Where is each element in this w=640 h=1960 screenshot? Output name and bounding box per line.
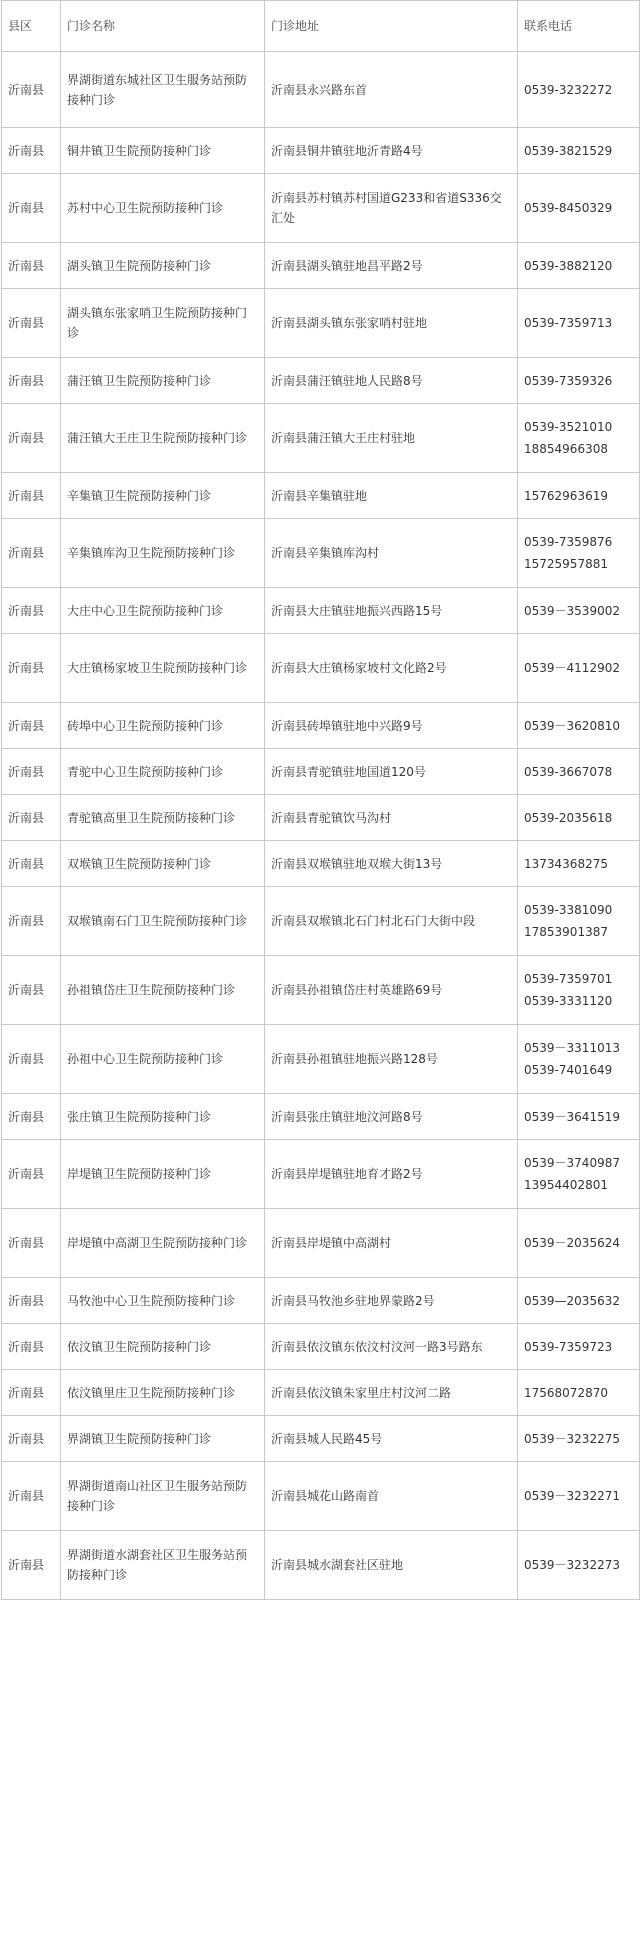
phone-cell: 0539-8450329 bbox=[518, 174, 640, 243]
county-cell: 沂南县 bbox=[2, 956, 61, 1025]
table-row bbox=[2, 841, 640, 887]
address-cell: 沂南县砖埠镇驻地中兴路9号 bbox=[265, 703, 518, 749]
table-row bbox=[2, 519, 640, 588]
county-cell: 沂南县 bbox=[2, 841, 61, 887]
clinic-name-cell: 界湖街道东城社区卫生服务站预防接种门诊 bbox=[61, 52, 265, 128]
table-row bbox=[2, 1462, 640, 1531]
phone-cell: 0539-2035618 bbox=[518, 795, 640, 841]
clinic-name-cell: 辛集镇卫生院预防接种门诊 bbox=[61, 473, 265, 519]
phone-cell: 0539－3232275 bbox=[518, 1416, 640, 1462]
address-cell: 沂南县蒲汪镇大王庄村驻地 bbox=[265, 404, 518, 473]
county-cell: 沂南县 bbox=[2, 1278, 61, 1324]
phone-cell: 0539－3311013 0539-7401649 bbox=[518, 1025, 640, 1094]
address-cell: 沂南县大庄镇杨家坡村文化路2号 bbox=[265, 634, 518, 703]
clinic-name-cell: 岸堤镇卫生院预防接种门诊 bbox=[61, 1140, 265, 1209]
address-cell: 沂南县苏村镇苏村国道G233和省道S336交汇处 bbox=[265, 174, 518, 243]
address-cell: 沂南县辛集镇库沟村 bbox=[265, 519, 518, 588]
county-cell: 沂南县 bbox=[2, 289, 61, 358]
table-row bbox=[2, 795, 640, 841]
county-cell: 沂南县 bbox=[2, 519, 61, 588]
phone-cell: 0539-3882120 bbox=[518, 243, 640, 289]
clinic-name-cell: 界湖街道南山社区卫生服务站预防接种门诊 bbox=[61, 1462, 265, 1531]
address-cell: 沂南县城人民路45号 bbox=[265, 1416, 518, 1462]
county-cell: 沂南县 bbox=[2, 243, 61, 289]
table-row bbox=[2, 1531, 640, 1600]
clinic-name-cell: 界湖镇卫生院预防接种门诊 bbox=[61, 1416, 265, 1462]
county-cell: 沂南县 bbox=[2, 1140, 61, 1209]
clinic-name-cell: 青驼镇高里卫生院预防接种门诊 bbox=[61, 795, 265, 841]
phone-cell: 0539－3620810 bbox=[518, 703, 640, 749]
address-cell: 沂南县青驼镇驻地国道120号 bbox=[265, 749, 518, 795]
table-row bbox=[2, 1025, 640, 1094]
phone-cell: 0539－3232273 bbox=[518, 1531, 640, 1600]
phone-cell: 17568072870 bbox=[518, 1370, 640, 1416]
county-cell: 沂南县 bbox=[2, 887, 61, 956]
table-row bbox=[2, 1140, 640, 1209]
phone-cell: 0539-3232272 bbox=[518, 52, 640, 128]
table-row bbox=[2, 1324, 640, 1370]
county-cell: 沂南县 bbox=[2, 703, 61, 749]
county-cell: 沂南县 bbox=[2, 174, 61, 243]
address-cell: 沂南县双堠镇北石门村北石门大街中段 bbox=[265, 887, 518, 956]
county-cell: 沂南县 bbox=[2, 1416, 61, 1462]
phone-cell: 0539—2035632 bbox=[518, 1278, 640, 1324]
phone-cell: 0539－3232271 bbox=[518, 1462, 640, 1531]
phone-cell: 15762963619 bbox=[518, 473, 640, 519]
header-address: 门诊地址 bbox=[265, 1, 518, 52]
table-row bbox=[2, 243, 640, 289]
table-row bbox=[2, 473, 640, 519]
phone-cell: 0539－3740987 13954402801 bbox=[518, 1140, 640, 1209]
county-cell: 沂南县 bbox=[2, 1025, 61, 1094]
phone-cell: 0539-7359701 0539-3331120 bbox=[518, 956, 640, 1025]
address-cell: 沂南县城水湖套社区驻地 bbox=[265, 1531, 518, 1600]
clinic-name-cell: 孙祖镇岱庄卫生院预防接种门诊 bbox=[61, 956, 265, 1025]
address-cell: 沂南县岸堤镇驻地育才路2号 bbox=[265, 1140, 518, 1209]
address-cell: 沂南县湖头镇东张家哨村驻地 bbox=[265, 289, 518, 358]
county-cell: 沂南县 bbox=[2, 749, 61, 795]
county-cell: 沂南县 bbox=[2, 473, 61, 519]
table-row bbox=[2, 404, 640, 473]
county-cell: 沂南县 bbox=[2, 1209, 61, 1278]
address-cell: 沂南县双堠镇驻地双堠大街13号 bbox=[265, 841, 518, 887]
county-cell: 沂南县 bbox=[2, 634, 61, 703]
address-cell: 沂南县城花山路南首 bbox=[265, 1462, 518, 1531]
clinic-name-cell: 依汶镇卫生院预防接种门诊 bbox=[61, 1324, 265, 1370]
phone-cell: 0539－2035624 bbox=[518, 1209, 640, 1278]
address-cell: 沂南县辛集镇驻地 bbox=[265, 473, 518, 519]
county-cell: 沂南县 bbox=[2, 588, 61, 634]
table-row bbox=[2, 52, 640, 128]
county-cell: 沂南县 bbox=[2, 1531, 61, 1600]
address-cell: 沂南县孙祖镇岱庄村英雄路69号 bbox=[265, 956, 518, 1025]
phone-cell: 0539-7359723 bbox=[518, 1324, 640, 1370]
address-cell: 沂南县岸堤镇中高湖村 bbox=[265, 1209, 518, 1278]
county-cell: 沂南县 bbox=[2, 1462, 61, 1531]
address-cell: 沂南县蒲汪镇驻地人民路8号 bbox=[265, 358, 518, 404]
address-cell: 沂南县张庄镇驻地汶河路8号 bbox=[265, 1094, 518, 1140]
clinic-name-cell: 依汶镇里庄卫生院预防接种门诊 bbox=[61, 1370, 265, 1416]
county-cell: 沂南县 bbox=[2, 52, 61, 128]
table-row bbox=[2, 1209, 640, 1278]
address-cell: 沂南县青驼镇饮马沟村 bbox=[265, 795, 518, 841]
clinic-name-cell: 砖埠中心卫生院预防接种门诊 bbox=[61, 703, 265, 749]
table-row bbox=[2, 1278, 640, 1324]
phone-cell: 0539-7359876 15725957881 bbox=[518, 519, 640, 588]
clinic-name-cell: 苏村中心卫生院预防接种门诊 bbox=[61, 174, 265, 243]
table-row bbox=[2, 887, 640, 956]
address-cell: 沂南县大庄镇驻地振兴西路15号 bbox=[265, 588, 518, 634]
county-cell: 沂南县 bbox=[2, 1370, 61, 1416]
table-row bbox=[2, 634, 640, 703]
clinic-name-cell: 界湖街道水湖套社区卫生服务站预防接种门诊 bbox=[61, 1531, 265, 1600]
clinic-name-cell: 蒲汪镇大王庄卫生院预防接种门诊 bbox=[61, 404, 265, 473]
address-cell: 沂南县依汶镇朱家里庄村汶河二路 bbox=[265, 1370, 518, 1416]
address-cell: 沂南县孙祖镇驻地振兴路128号 bbox=[265, 1025, 518, 1094]
clinic-name-cell: 辛集镇库沟卫生院预防接种门诊 bbox=[61, 519, 265, 588]
table-row bbox=[2, 588, 640, 634]
table-row bbox=[2, 358, 640, 404]
clinic-name-cell: 张庄镇卫生院预防接种门诊 bbox=[61, 1094, 265, 1140]
phone-cell: 13734368275 bbox=[518, 841, 640, 887]
phone-cell: 0539-3521010 18854966308 bbox=[518, 404, 640, 473]
clinic-name-cell: 湖头镇东张家哨卫生院预防接种门诊 bbox=[61, 289, 265, 358]
table-row bbox=[2, 128, 640, 174]
county-cell: 沂南县 bbox=[2, 1094, 61, 1140]
address-cell: 沂南县马牧池乡驻地界蒙路2号 bbox=[265, 1278, 518, 1324]
clinic-name-cell: 双堠镇卫生院预防接种门诊 bbox=[61, 841, 265, 887]
county-cell: 沂南县 bbox=[2, 1324, 61, 1370]
clinic-name-cell: 双堠镇南石门卫生院预防接种门诊 bbox=[61, 887, 265, 956]
header-clinic-name: 门诊名称 bbox=[61, 1, 265, 52]
table-row bbox=[2, 703, 640, 749]
address-cell: 沂南县铜井镇驻地沂青路4号 bbox=[265, 128, 518, 174]
phone-cell: 0539-3821529 bbox=[518, 128, 640, 174]
clinic-name-cell: 马牧池中心卫生院预防接种门诊 bbox=[61, 1278, 265, 1324]
table-row bbox=[2, 289, 640, 358]
clinic-name-cell: 铜井镇卫生院预防接种门诊 bbox=[61, 128, 265, 174]
clinic-table bbox=[1, 0, 640, 1600]
county-cell: 沂南县 bbox=[2, 358, 61, 404]
clinic-name-cell: 大庄中心卫生院预防接种门诊 bbox=[61, 588, 265, 634]
table-header-row bbox=[2, 1, 640, 52]
header-phone: 联系电话 bbox=[518, 1, 640, 52]
phone-cell: 0539-7359713 bbox=[518, 289, 640, 358]
address-cell: 沂南县依汶镇东依汶村汶河一路3号路东 bbox=[265, 1324, 518, 1370]
clinic-name-cell: 青驼中心卫生院预防接种门诊 bbox=[61, 749, 265, 795]
address-cell: 沂南县湖头镇驻地昌平路2号 bbox=[265, 243, 518, 289]
table-row bbox=[2, 174, 640, 243]
header-county: 县区 bbox=[2, 1, 61, 52]
table-row bbox=[2, 1094, 640, 1140]
county-cell: 沂南县 bbox=[2, 128, 61, 174]
county-cell: 沂南县 bbox=[2, 795, 61, 841]
clinic-name-cell: 湖头镇卫生院预防接种门诊 bbox=[61, 243, 265, 289]
phone-cell: 0539-3667078 bbox=[518, 749, 640, 795]
phone-cell: 0539－3641519 bbox=[518, 1094, 640, 1140]
address-cell: 沂南县永兴路东首 bbox=[265, 52, 518, 128]
clinic-name-cell: 岸堤镇中高湖卫生院预防接种门诊 bbox=[61, 1209, 265, 1278]
table-row bbox=[2, 1370, 640, 1416]
county-cell: 沂南县 bbox=[2, 404, 61, 473]
table-row bbox=[2, 956, 640, 1025]
clinic-name-cell: 孙祖中心卫生院预防接种门诊 bbox=[61, 1025, 265, 1094]
clinic-name-cell: 大庄镇杨家坡卫生院预防接种门诊 bbox=[61, 634, 265, 703]
table-row bbox=[2, 1416, 640, 1462]
phone-cell: 0539－4112902 bbox=[518, 634, 640, 703]
phone-cell: 0539－3539002 bbox=[518, 588, 640, 634]
table-row bbox=[2, 749, 640, 795]
clinic-name-cell: 蒲汪镇卫生院预防接种门诊 bbox=[61, 358, 265, 404]
phone-cell: 0539-3381090 17853901387 bbox=[518, 887, 640, 956]
table-body bbox=[2, 52, 640, 1600]
phone-cell: 0539-7359326 bbox=[518, 358, 640, 404]
